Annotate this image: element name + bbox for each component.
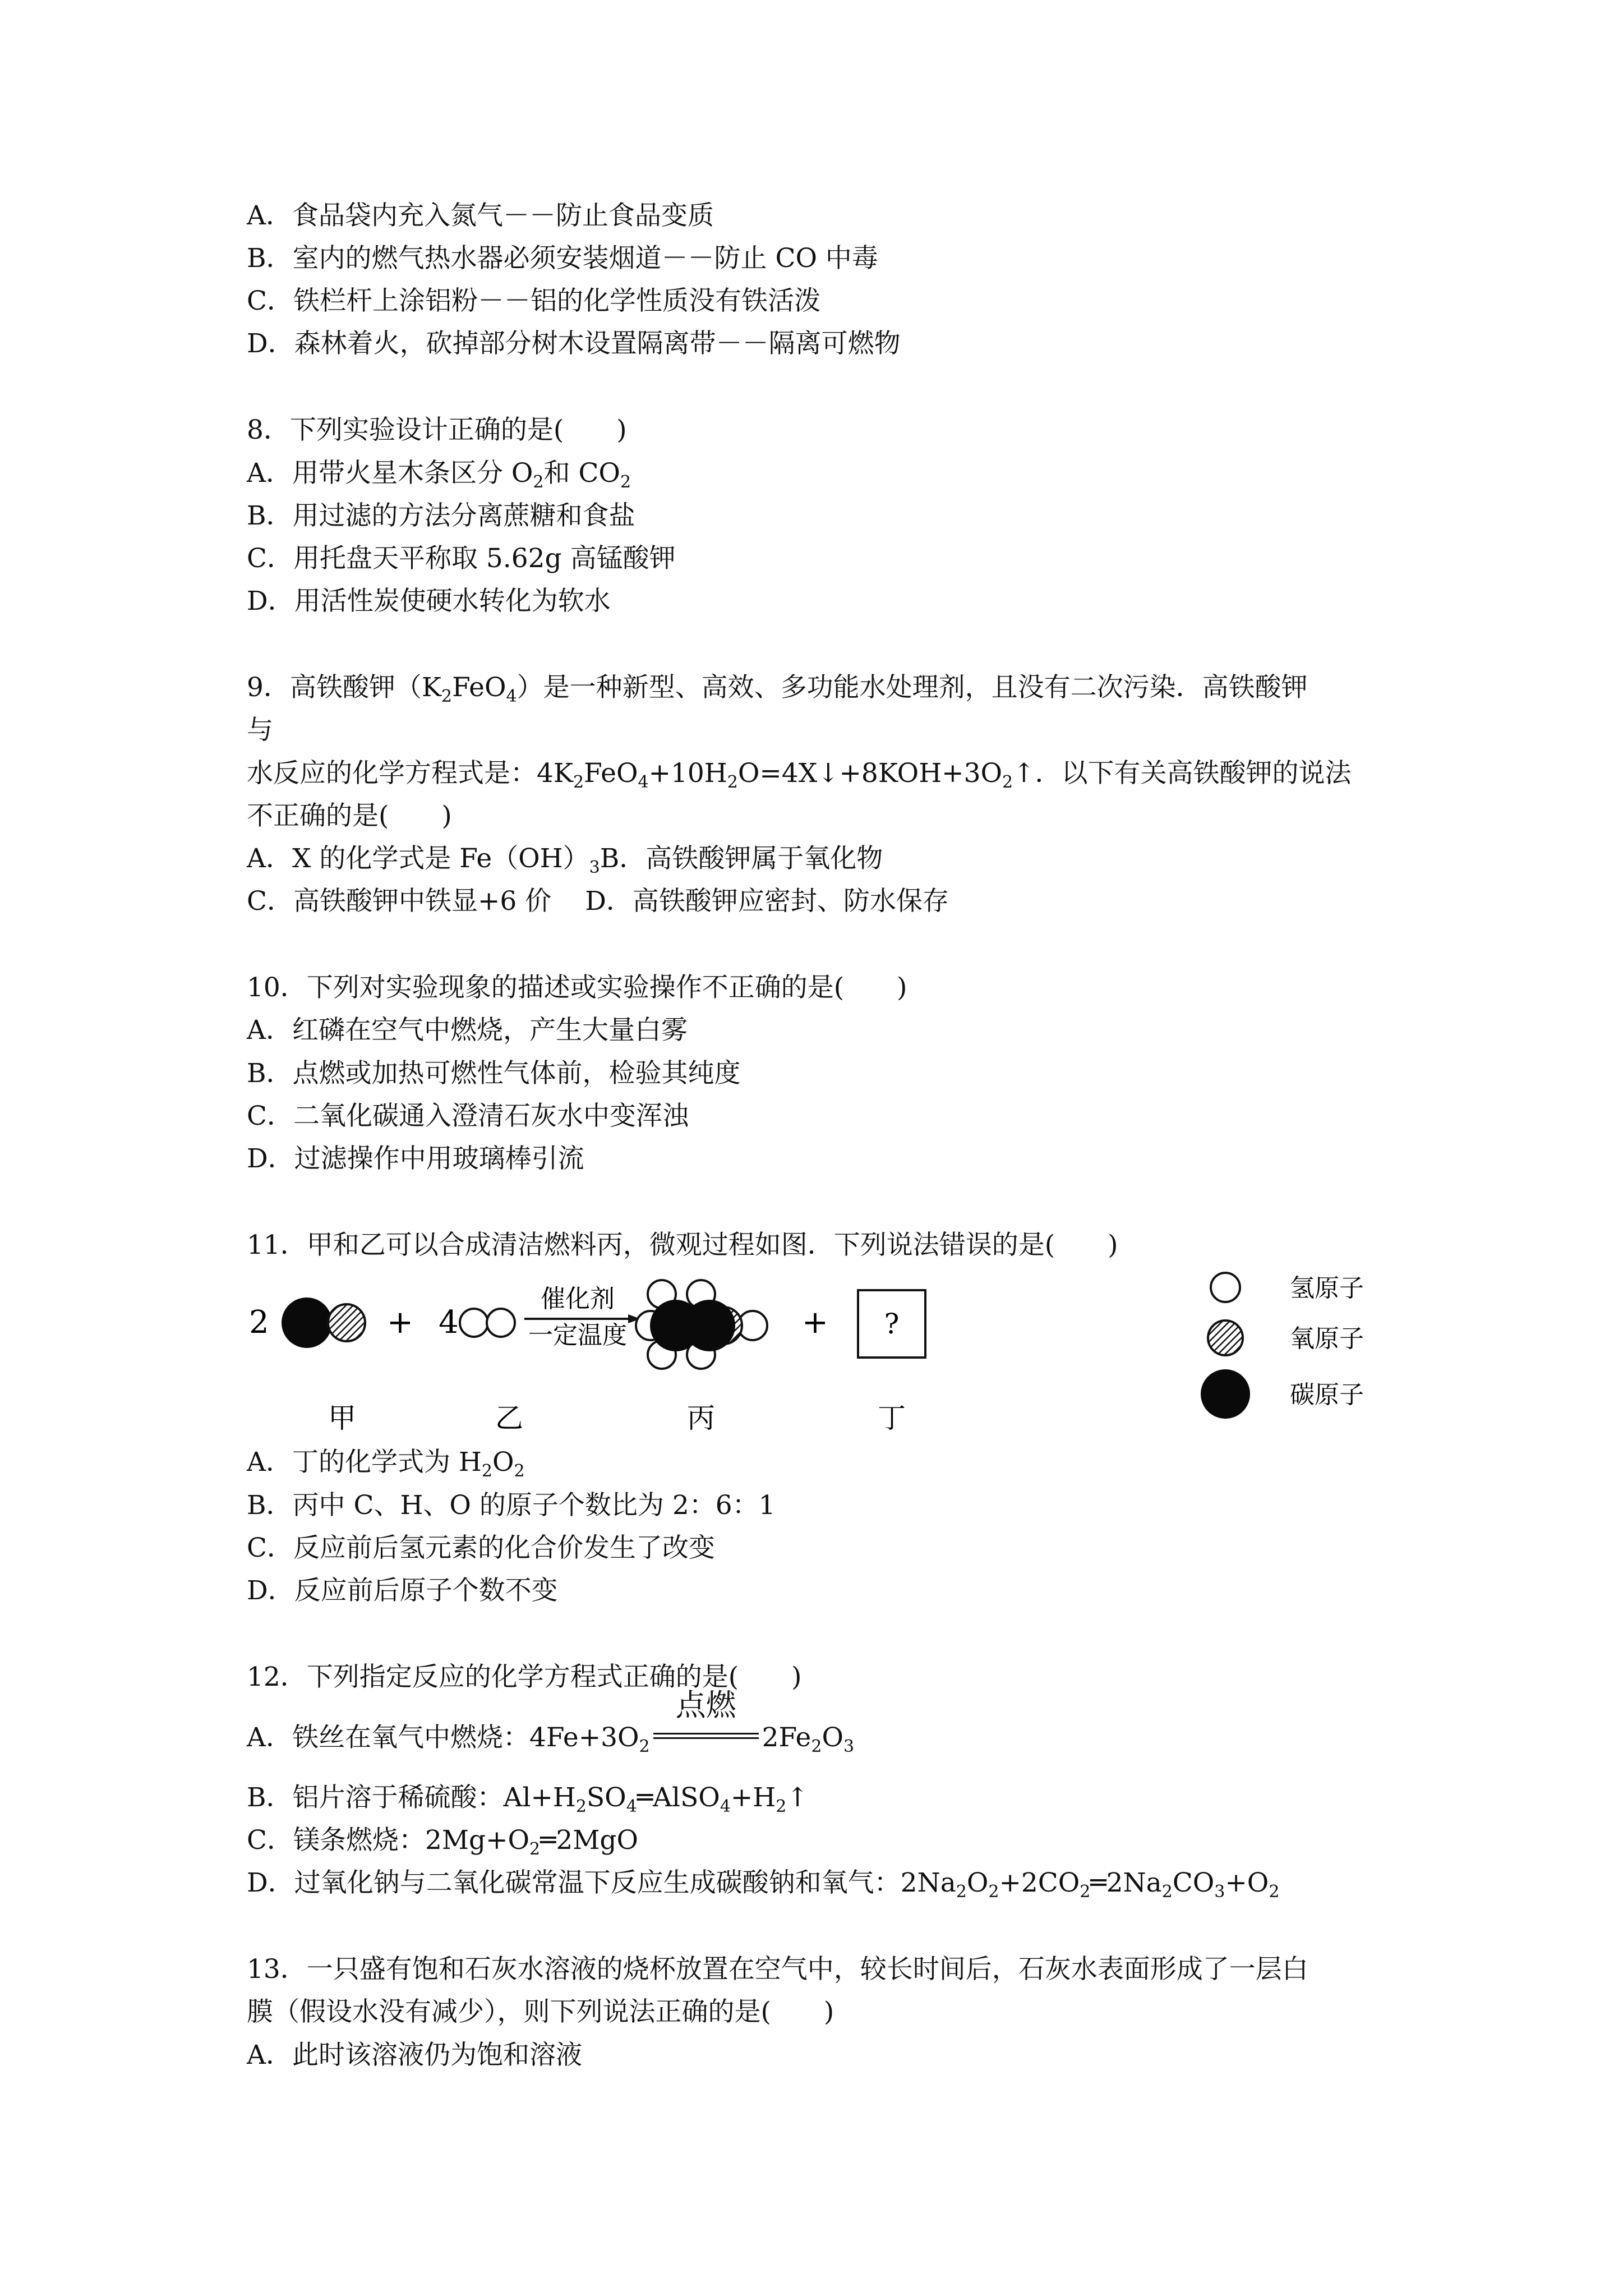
q8-option-a: A．用带火星木条区分 $O_2$和 $CO_2$ (247, 458, 631, 492)
equation-double-line (653, 1733, 759, 1734)
hydrogen-atom (460, 1309, 488, 1337)
molecule-bing (636, 1280, 767, 1369)
carbon-atom (684, 1300, 735, 1351)
q10-option-d: D．过滤操作中用玻璃棒引流 (247, 1143, 584, 1174)
q8-option-b: B．用过滤的方法分离蔗糖和食盐 (247, 500, 635, 531)
q12-option-a: A．铁丝在氧气中燃烧：$4Fe+3O_2$ 点燃 $2Fe_2O_3$ (247, 1687, 855, 1756)
reaction-diagram (241, 1259, 1441, 1450)
q7-option-b: B．室内的燃气热水器必须安装烟道－－防止 CO 中毒 (247, 243, 878, 274)
label-yi: 乙 (495, 1402, 523, 1434)
oxygen-atom-icon (1208, 1320, 1243, 1355)
q10-option-a: A．红磷在空气中燃烧，产生大量白雾 (247, 1015, 688, 1046)
q9-options-cd: C．高铁酸钾中铁显+6 价 D．高铁酸钾应密封、防水保存 (247, 886, 949, 917)
q9-stem-line2: 与 (247, 715, 273, 746)
molecule-jia (282, 1297, 365, 1348)
unknown-mark: ? (884, 1308, 900, 1340)
ignition-label: 点燃 (675, 1687, 736, 1723)
q12-option-c: C．镁条燃烧：$2Mg+O_2═2MgO$ (247, 1825, 639, 1859)
q12-option-b: B．铝片溶于稀硫酸：$Al+H_2SO_4═AlSO_4+H_2↑$ (247, 1782, 809, 1816)
legend (1201, 1273, 1364, 1419)
q9-equation: 水反应的化学方程式是：$4K_2FeO_4+10H_2O=4X↓+8KOH+3O_2↑$．以下有关高铁酸钾的说法 (247, 758, 1352, 792)
legend-oxygen: 氧原子 (1290, 1324, 1364, 1353)
q8-option-d: D．用活性炭使硬水转化为软水 (247, 586, 611, 616)
q10-option-c: C．二氧化碳通入澄清石灰水中变浑浊 (247, 1101, 689, 1131)
hydrogen-atom (487, 1309, 515, 1337)
condition-label: 一定温度 (528, 1321, 627, 1350)
q9-stem-line4: 不正确的是( ) (247, 800, 452, 831)
plus-sign: + (387, 1304, 413, 1341)
q11-option-a: A．丁的化学式为 $H_2O_2$ (247, 1447, 525, 1481)
label-ding: 丁 (878, 1402, 906, 1434)
q8-stem: 8．下列实验设计正确的是( ) (247, 415, 627, 445)
q13-stem-line1: 13．一只盛有饱和石灰水溶液的烧杯放置在空气中，较长时间后，石灰水表面形成了一层白 (247, 1954, 1308, 1985)
q9-options-ab: A．X 的化学式是 $Fe(OH)_3B$．高铁酸钾属于氧化物 (247, 843, 883, 877)
legend-carbon: 碳原子 (1290, 1381, 1364, 1409)
q13-stem-line2: 膜（假设水没有减少），则下列说法正确的是( ) (247, 1996, 834, 2027)
q12-option-d: D．过氧化钠与二氧化碳常温下反应生成碳酸钠和氧气：$2Na_2O_2+2CO_2═2Na_2CO_3+O_2$ (247, 1867, 1280, 1902)
q7-option-c: C．铁栏杆上涂铝粉－－铝的化学性质没有铁活泼 (247, 286, 820, 316)
carbon-atom (282, 1297, 332, 1348)
molecule-yi (460, 1309, 515, 1337)
q11-option-c: C．反应前后氢元素的化合价发生了改变 (247, 1533, 715, 1563)
q10-option-b: B．点燃或加热可燃性气体前，检验其纯度 (247, 1058, 741, 1089)
q9-stem-line1: 9．高铁酸钾$(K_2FeO_4)$是一种新型、高效、多功能水处理剂，且没有二次污染．高铁酸钾 (247, 672, 1308, 706)
ignition-condition (650, 1687, 762, 1755)
q8-option-c: C．用托盘天平称取 5.62g 高锰酸钾 (247, 543, 676, 574)
carbon-atom-icon (1201, 1369, 1250, 1419)
hydrogen-atom-icon (1211, 1273, 1240, 1302)
q11-stem: 11．甲和乙可以合成清洁燃料丙，微观过程如图．下列说法错误的是( ) (247, 1230, 1118, 1260)
q10-stem: 10．下列对实验现象的描述或实验操作不正确的是( ) (247, 972, 907, 1003)
legend-hydrogen: 氢原子 (1290, 1274, 1364, 1303)
q13-option-a: A．此时该溶液仍为饱和溶液 (247, 2040, 582, 2070)
oxygen-atom (328, 1304, 365, 1341)
q11-option-d: D．反应前后原子个数不变 (247, 1575, 558, 1606)
plus-sign: + (802, 1304, 828, 1341)
q7-option-d: D．森林着火，砍掉部分树木设置隔离带－－隔离可燃物 (247, 328, 901, 359)
equation-double-line (653, 1737, 759, 1739)
catalyst-label: 催化剂 (541, 1285, 615, 1313)
coefficient-jia: 2 (249, 1304, 269, 1341)
q12-stem: 12．下列指定反应的化学方程式正确的是( ) (247, 1662, 802, 1692)
q7-option-a: A．食品袋内充入氮气－－防止食品变质 (247, 200, 714, 231)
label-jia: 甲 (328, 1402, 356, 1434)
label-bing: 丙 (687, 1402, 715, 1434)
coefficient-yi: 4 (439, 1304, 459, 1341)
q11-option-b: B．丙中 C、H、O 的原子个数比为 2：6：1 (247, 1490, 776, 1521)
